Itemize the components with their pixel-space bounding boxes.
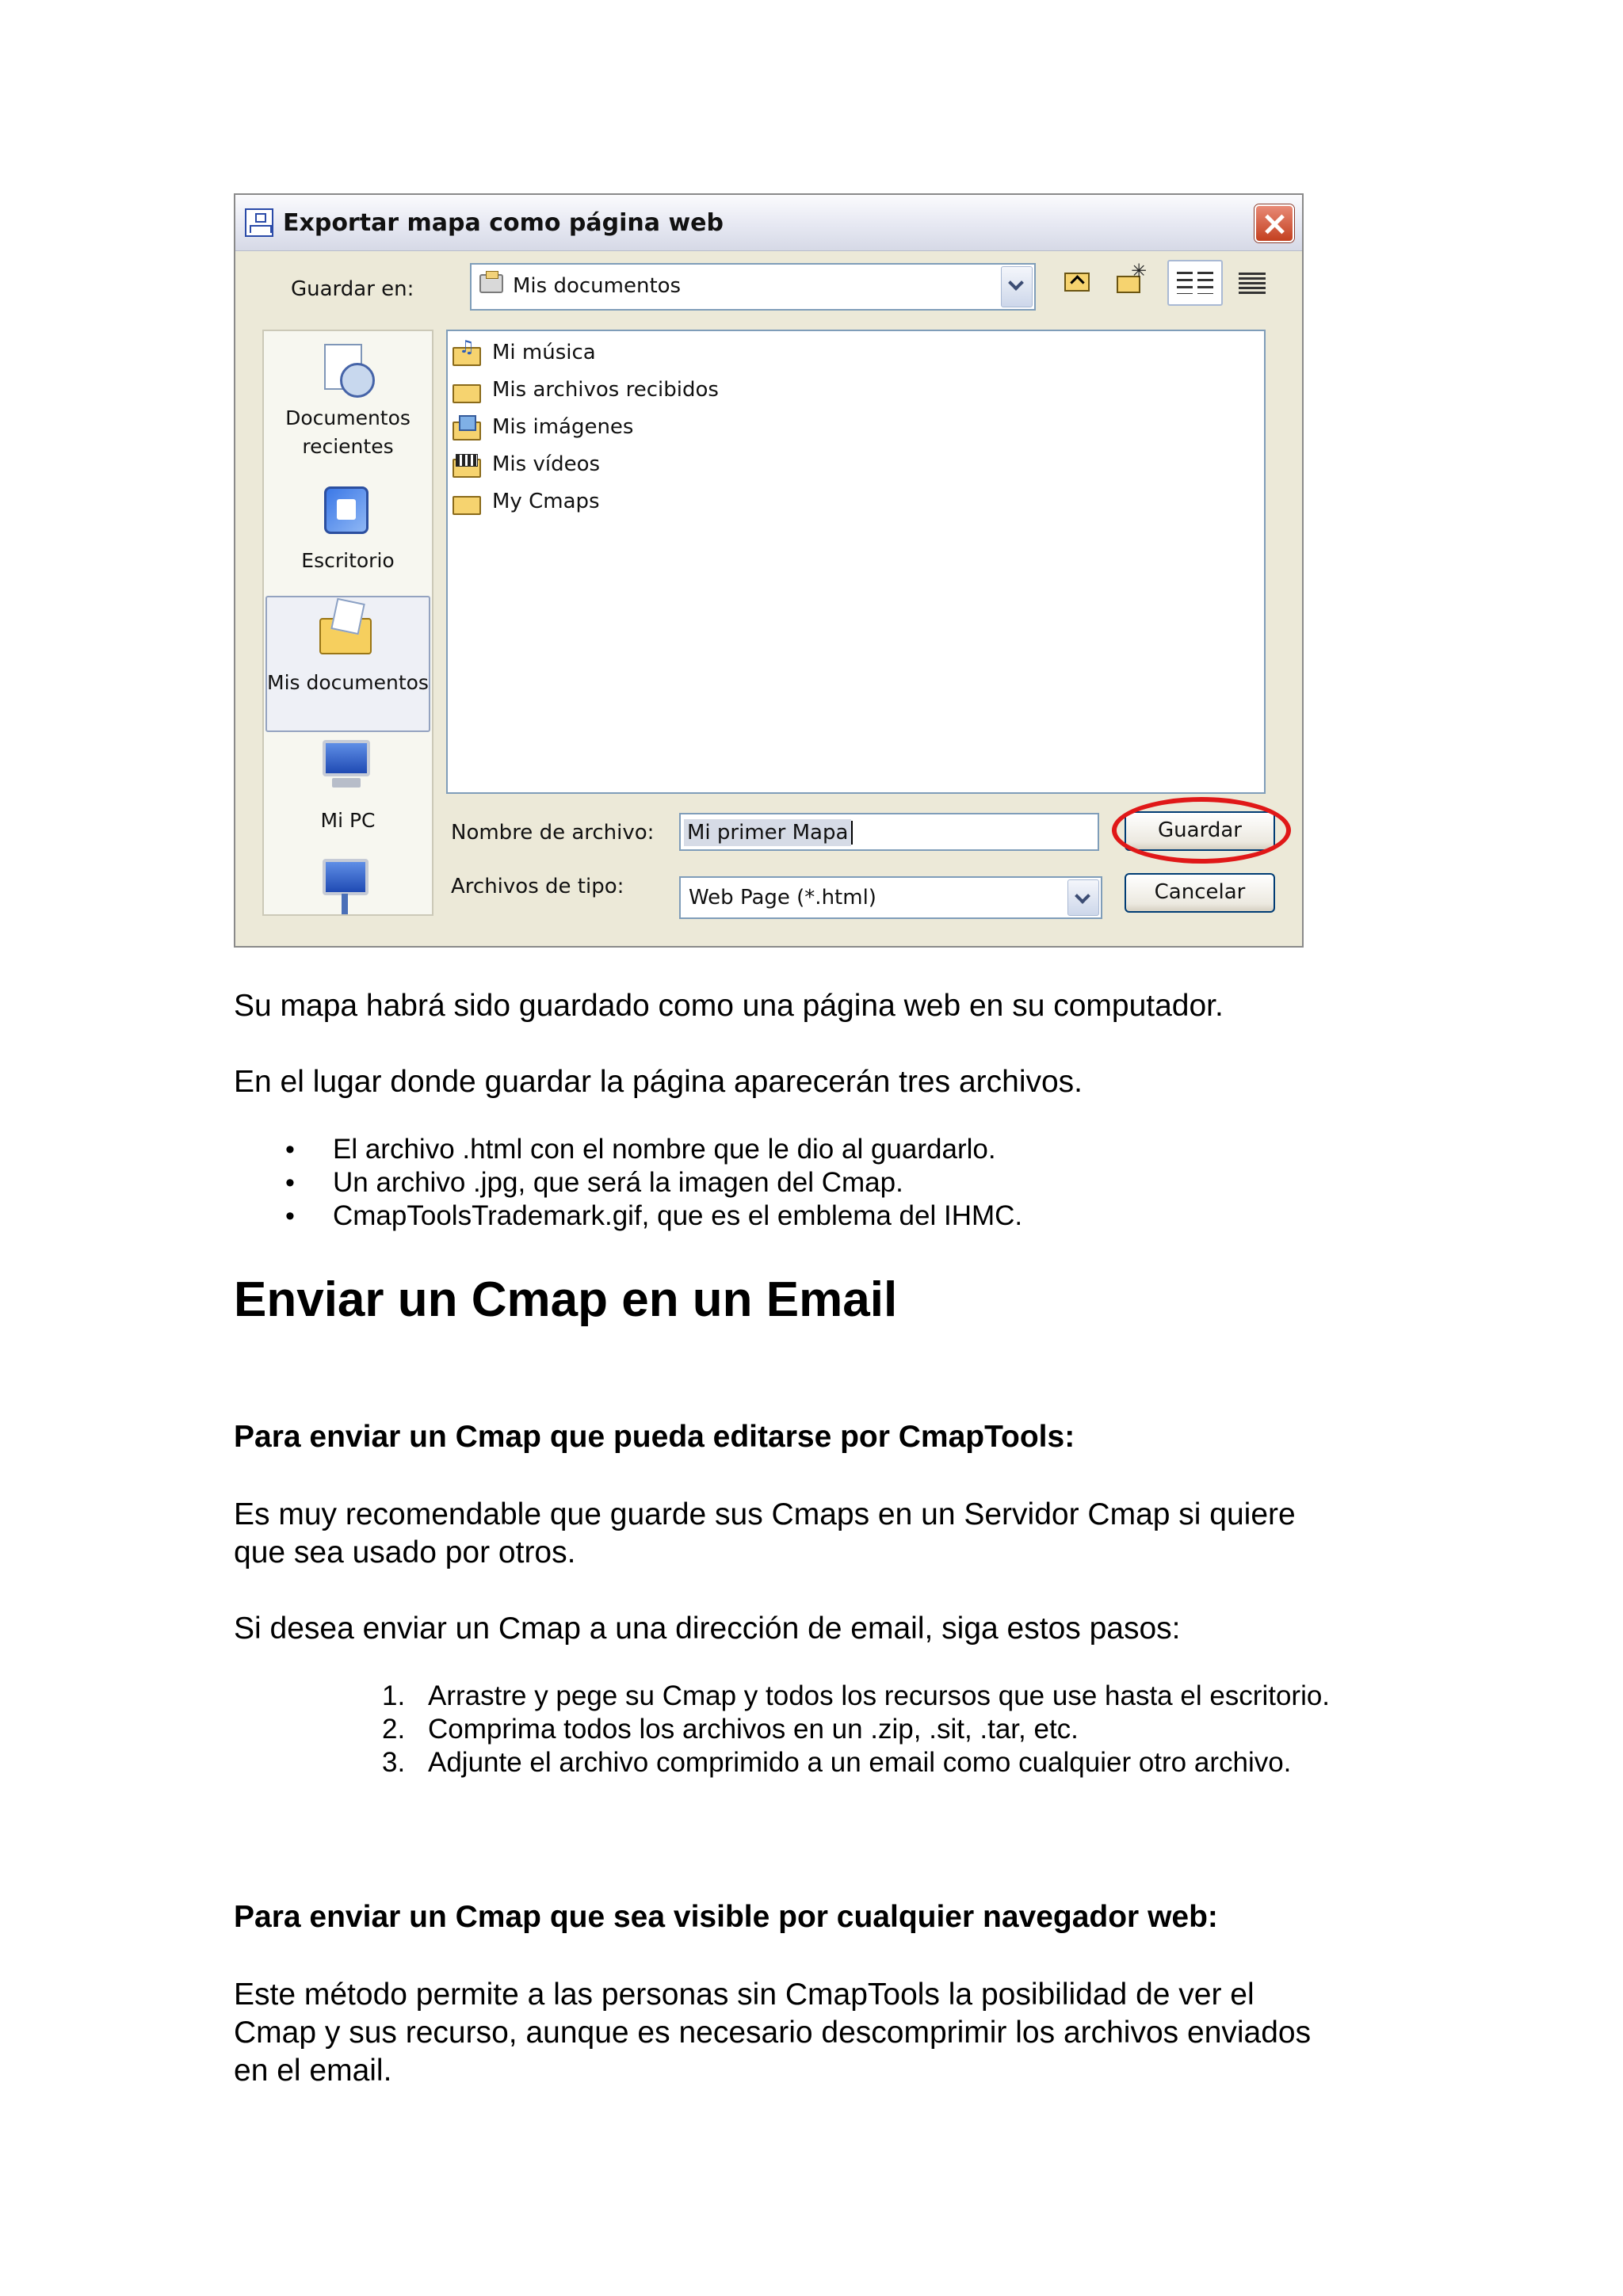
bullet-list	[285, 1133, 1022, 1233]
paragraph-line: en el email.	[234, 2054, 392, 2088]
my-documents-folder-icon[interactable]	[315, 597, 378, 661]
places-bar	[262, 330, 433, 916]
file-list[interactable]	[446, 330, 1266, 794]
list-number: 1.	[382, 1680, 406, 1711]
my-computer-icon[interactable]	[315, 735, 378, 799]
file-name: My Cmaps	[492, 490, 600, 513]
place-recent-documents[interactable]: Documentos recientes	[285, 406, 411, 458]
list-number: 2.	[382, 1714, 406, 1745]
paragraph-line: Este método permite a las personas sin CmapTools la posibilidad de ver el	[234, 1978, 1254, 2012]
save-in-value: Mis documentos	[513, 274, 682, 298]
list-item: • CmapToolsTrademark.gif, que es el emblema del IHMC.	[285, 1199, 1022, 1233]
folder-icon	[451, 378, 483, 403]
network-places-icon[interactable]	[315, 854, 378, 916]
filename-input[interactable]	[679, 813, 1099, 851]
save-in-dropdown[interactable]	[470, 263, 1036, 311]
list-text: Arrastre y pege su Cmap y todos los recursos que use hasta el escritorio.	[428, 1680, 1331, 1711]
list-item	[377, 1713, 1330, 1746]
list-number: 3.	[382, 1747, 406, 1778]
list-item	[377, 1680, 1330, 1713]
paragraph: Si desea enviar un Cmap a una dirección de email, siga estos pasos:	[234, 1611, 1181, 1646]
list-text: Adjunte el archivo comprimido a un email como cualquier otro archivo.	[428, 1747, 1292, 1778]
paragraph-line: Cmap y sus recurso, aunque es necesario descomprimir los archivos enviados	[234, 2016, 1312, 2050]
subheading: Para enviar un Cmap que sea visible por cualquier navegador web:	[234, 1900, 1218, 1934]
dialog-title: Exportar mapa como página web	[283, 209, 724, 237]
save-button[interactable]: Guardar	[1125, 811, 1275, 851]
videos-folder-icon	[451, 452, 483, 478]
filename-value: Mi primer Mapa	[684, 819, 851, 846]
music-folder-icon	[451, 341, 483, 366]
paragraph: Su mapa habrá sido guardado como una página web en su computador.	[234, 989, 1224, 1023]
save-in-label: Guardar en:	[291, 277, 414, 301]
file-name: Mi música	[492, 341, 596, 364]
desktop-icon[interactable]	[315, 482, 378, 545]
file-name: Mis imágenes	[492, 415, 634, 439]
list-item: • Un archivo .jpg, que será la imagen del Cmap.	[285, 1166, 1022, 1199]
details-view-icon[interactable]	[1235, 266, 1270, 298]
close-icon[interactable]	[1254, 204, 1294, 242]
filetype-dropdown[interactable]	[679, 876, 1102, 919]
file-name: Mis archivos recibidos	[492, 378, 719, 402]
chevron-down-icon[interactable]	[1067, 879, 1099, 916]
place-my-computer[interactable]: Mi PC	[320, 809, 376, 832]
cancel-button[interactable]: Cancelar	[1125, 873, 1275, 913]
list-item: • El archivo .html con el nombre que le dio al guardarlo.	[285, 1133, 1022, 1166]
subheading: Para enviar un Cmap que pueda editarse por CmapTools:	[234, 1420, 1075, 1454]
filetype-label: Archivos de tipo:	[451, 875, 624, 898]
paragraph: En el lugar donde guardar la página aparecerán tres archivos.	[234, 1065, 1083, 1099]
dialog-titlebar	[235, 195, 1302, 251]
file-name: Mis vídeos	[492, 452, 601, 476]
chevron-down-icon[interactable]	[1001, 266, 1033, 307]
list-text: Comprima todos los archivos en un .zip, .sit, .tar, etc.	[428, 1714, 1079, 1745]
pictures-folder-icon	[451, 415, 483, 441]
export-dialog	[234, 193, 1304, 948]
my-documents-icon	[479, 274, 503, 293]
recent-documents-icon[interactable]	[315, 339, 378, 402]
save-button-highlight-circle	[1112, 797, 1291, 864]
list-item	[377, 1746, 1330, 1779]
paragraph-line: que sea usado por otros.	[234, 1535, 576, 1569]
numbered-list	[377, 1680, 1330, 1779]
place-my-documents[interactable]: Mis documentos	[267, 671, 429, 694]
filetype-value: Web Page (*.html)	[689, 886, 876, 910]
paragraph-line: Es muy recomendable que guarde sus Cmaps en un Servidor Cmap si quiere	[234, 1497, 1296, 1531]
list-view-icon[interactable]	[1167, 260, 1223, 306]
folder-up-icon[interactable]	[1061, 266, 1094, 298]
place-desktop[interactable]: Escritorio	[301, 549, 395, 572]
section-heading: Enviar un Cmap en un Email	[234, 1272, 898, 1327]
new-folder-icon[interactable]	[1113, 266, 1147, 298]
filename-label: Nombre de archivo:	[451, 821, 655, 845]
folder-icon	[451, 490, 483, 515]
cmap-app-icon	[245, 208, 273, 237]
